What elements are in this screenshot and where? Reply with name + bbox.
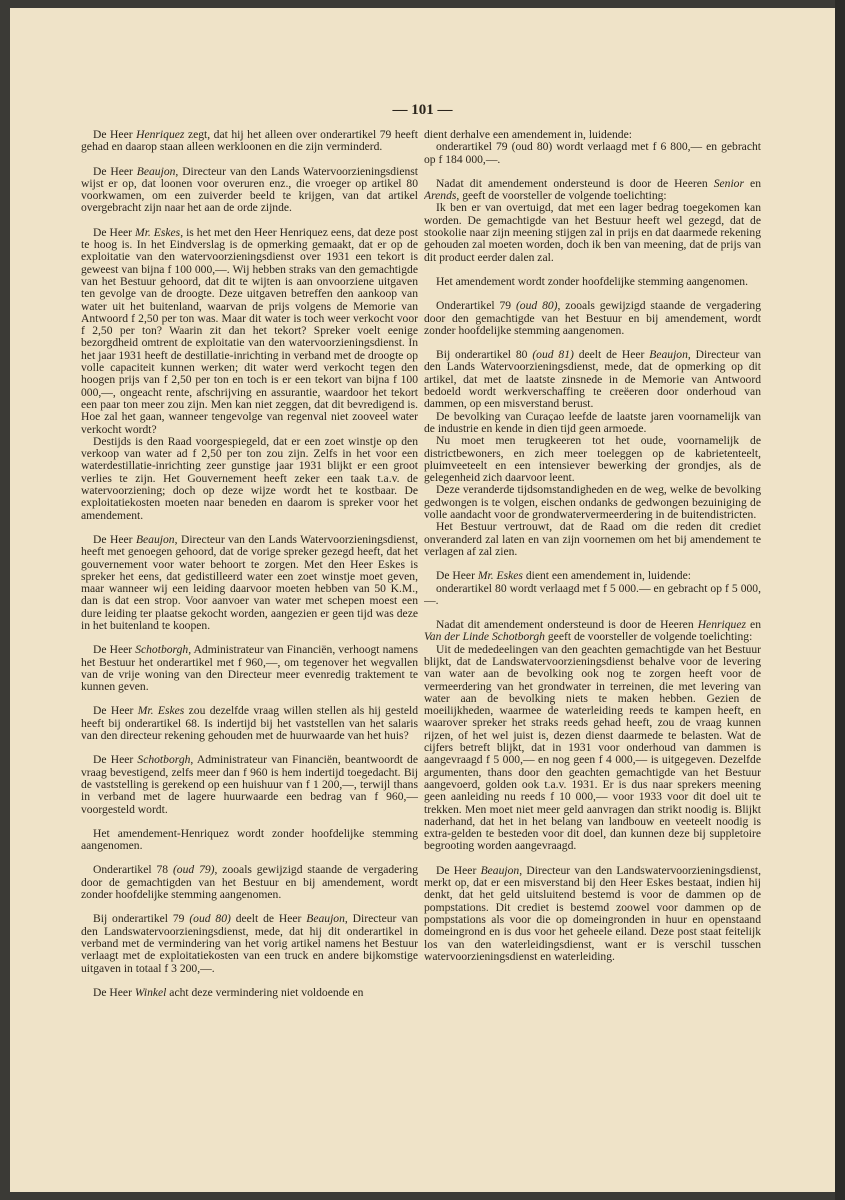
paragraph: De Heer Beaujon, Directeur van den Lands Watervoorzieningsdienst wijst er op, dat loonen voor overuren enz., die vroeger op artikel 80 voorkwamen, om een zuiverder beeld te krijgen, van dat artikel overgebracht zijn naar het aan de orde zijnde.: [81, 164, 418, 215]
paragraph: Nu moet men terugkeeren tot het oude, voornamelijk de districtbewoners, en zich meer toeleggen op de kabrietenteelt, pluimveeteelt en een intensiever bewerking der grondjes, als de gelegenheid zich daarvoor leent.: [424, 434, 761, 485]
paragraph: De Heer Beaujon, Directeur van den Landswatervoorzieningsdienst, merkt op, dat er een misverstand bij den Heer Eskes bestaat, indien hij denkt, dat het geld uitsluitend bestemd is voor de dammen op de pompstations. Dit crediet is bestemd zoowel voor dammen op de pompstations als voor die op domeingronden in huur en openstaand domeingrond en is dus voor het geheele eiland. Deze post staat feitelijk los van den waterleidingsdienst, want er is verschil tusschen watervoorzieningsdienst en waterleiding.: [424, 863, 761, 963]
paragraph: Bij onderartikel 79 (oud 80) deelt de Heer Beaujon, Directeur van den Landswatervoorzieningsdienst, mede, dat hij dit onderartikel in verband met de vermindering van het vorig artikel namens het Bestuur verlaagt met de exploitatiekosten van een truck en andere bijkomstige uitgaven in totaal f 3 200,—.: [81, 912, 418, 975]
paragraph: Het amendement-Henriquez wordt zonder hoofdelijke stemming aangenomen.: [81, 826, 418, 853]
paragraph: Onderartikel 78 (oud 79), zooals gewijzigd staande de vergadering door de gemachtigden van het Bestuur en bij amendement, wordt zonder hoofdelijke stemming aangenomen.: [81, 863, 418, 902]
paragraph: onderartikel 80 wordt verlaagd met f 5 000.— en gebracht op f 5 000,—.: [424, 581, 761, 607]
paragraph: Onderartikel 79 (oud 80), zooals gewijzigd staande de vergadering door den gemachtigde van het Bestuur en bij amendement, wordt zonder hoofdelijke stemming aangenomen.: [424, 299, 761, 337]
paragraph: Bij onderartikel 80 (oud 81) deelt de Heer Beaujon, Directeur van den Lands Watervoorzieningsdienst, mede, dat de opmerking op dit artikel, dat met de laatste zinsnede in de Memorie van Antwoord bedoeld wordt werkverschaffing te creëeren door onderhoud van dammen, op een misverstand berust.: [424, 348, 761, 411]
paragraph: De Heer Henriquez zegt, dat hij het alleen over onderartikel 79 heeft gehad en daarop staan alleen werkloonen en die zijn verminderd.: [81, 129, 418, 154]
paragraph: Het Bestuur vertrouwt, dat de Raad om die reden dit crediet onveranderd zal laten en van zijn voornemen om het bij amendement te verlagen af zal zien.: [424, 520, 761, 558]
paragraph: De Heer Winkel acht deze vermindering niet voldoende en: [93, 985, 364, 999]
paragraph: dient derhalve een amendement in, luidende:: [424, 129, 632, 141]
left-column: [81, 129, 418, 1189]
document-page: [10, 8, 835, 1192]
paragraph: Uit de mededeelingen van den geachten gemachtigde van het Bestuur blijkt, dat de Landswatervoorzieningsdienst behalve voor de levering van water aan de bevolking ook nog te zorgen heeft voor de vermeerdering van het grondwater in terreinen, die met levering van water aan de bevolking niets te maken hebben. Gezien de moeilijkheden, waarmee de waterleiding reeds te kampen heeft, en waarover spreker het straks reeds gehad heeft, zou de vraag kunnen rijzen, of het wel juist is, dezen dienst daarmede te belasten. Wat de cijfers betreft blijkt, dat in 1931 voor onderhoud van dammen is aangevraagd f 5 000,— en nog geen f 4 000,— is uitgegeven. Dezelfde argumenten, thans door den geachten gemachtigde van het Bestuur aangevoerd, golden ook t.a.v. 1931. Er is dus naar sprekers meening geen aanleiding nu reeds f 10 000,— voor 1933 voor dit doel uit te trekken. Men moet niet meer geld aanvragen dan strikt noodig is. Blijkt naderhand, dat het in het belang van landbouw en veeteelt noodig is extra-gelden te besteden voor dit doel, dan kunnen deze bij suppletoire begrooting worden aangevraagd.: [424, 642, 761, 853]
paragraph: De Heer Schotborgh, Administrateur van Financiën, beantwoordt de vraag bevestigend, zelfs meer dan f 960 is hem indertijd toegedacht. Bij de vaststelling is gerekend op een huishuur van f 1 200,—, terwijl thans in verband met de lagere huurwaarde een bedrag van f 960,— voorgesteld wordt.: [81, 753, 418, 816]
paragraph: De Heer Beaujon, Directeur van den Lands Watervoorzieningsdienst, heeft met genoegen gehoord, dat de vorige spreker gezegd heeft, dat het gouvernement voor water behoort te zorgen. Met den Heer Eskes is spreker het eens, dat gedistilleerd water een zoet winstje moet geven, maar wanneer wij een leiding daarvoor moeten hebben van 50 K.M., dan is dat een strop. Voor aanvoer van water met schepen moest een dure leiding ter plaatse gekocht worden, aangezien er geen tijd was deze in het buitenland te koopen.: [81, 532, 418, 632]
paragraph: onderartikel 79 (oud 80) wordt verlaagd met f 6 800,— en gebracht op f 184 000,—.: [424, 140, 761, 166]
paragraph: De Heer Mr. Eskes zou dezelfde vraag willen stellen als hij gesteld heeft bij onderartikel 68. Is indertijd bij het vaststellen van het salaris van den directeur rekening gehouden met de huurwaarde van het huis?: [81, 704, 418, 743]
paragraph: Ik ben er van overtuigd, dat met een lager bedrag toegekomen kan worden. De gemachtigde van het Bestuur heeft wel gezegd, dat de stookolie naar zijn meening stijgen zal in prijs en dat daarmede rekening gehouden zal moeten worden, doch ik ben van meening, dat de prijs van dit product eerder dalen zal.: [424, 201, 761, 264]
paragraph: De bevolking van Curaçao leefde de laatste jaren voornamelijk van de industrie en kende in dien tijd geen armoede.: [424, 409, 761, 435]
paragraph: De Heer Schotborgh, Administrateur van Financiën, verhoogt namens het Bestuur het onderartikel met f 960,—, om tegenover het wegvallen van de vrije woning van den Directeur meer evenredig traktement te kunnen geven.: [81, 643, 418, 694]
paragraph: Nadat dit amendement ondersteund is door de Heeren Senior en Arends, geeft de voorsteller de volgende toelichting:: [424, 176, 761, 203]
paragraph: De Heer Mr. Eskes, is het met den Heer Henriquez eens, dat deze post te hoog is. In het Eindverslag is de opmerking gemaakt, dat er op de exploitatie van den watervoorzieningsdienst over 1931 een tekort is geweest van bijna f 100 000,—. Wij hebben straks van den gemachtigde van het Bestuur gehoord, dat dit te wijten is aan onvoorziene uitgaven ten gevolge van de droogte. Deze uitgaven betreffen den aankoop van water uit het buitenland, waarvan de prijs volgens de Memorie van Antwoord f 2,50 per ton was. Maar dit water is toch weer verkocht voor f 2,50 per ton? Waarin zit dan het tekort? Spreker voelt eenige bezorgdheid omtrent de exploitatie van den watervoorzieningsdienst. In het jaar 1931 heeft de destillatie-inrichting in verband met de droogte op volle capaciteit kunnen werken; dit water werd verkocht tegen den hoogen prijs van f 2,50 per ton en toch is er een tekort van bijna f 100 000,—, ongeacht rente, afschrijving en assurantie, waardoor het tekort een paar ton meer zou zijn. Men kan niet zeggen, dat dit bevredigend is. Hoe zal het gaan, wanneer tengevolge van regenval niet zooveel water verkocht wordt?: [81, 225, 418, 436]
page-edge-shadow: [835, 0, 845, 1200]
page-number: — 101 —: [392, 102, 453, 118]
right-column: [424, 129, 761, 1189]
paragraph: Nadat dit amendement ondersteund is door de Heeren Henriquez en Van der Linde Schotborgh geeft de voorsteller de volgende toelichting:: [424, 618, 761, 644]
paragraph: Destijds is den Raad voorgespiegeld, dat er een zoet winstje op den verkoop van water ad f 2,50 per ton zou zijn. Zelfs in het voor een waterdestillatie-inrichting zeer gunstige jaar 1931 blijkt er een groot verlies te zijn. Het Gouvernement heeft zeker een taak t.a.v. de watervoorziening; doch op deze wijze wordt het te kostbaar. De exploitatiekosten moeten naar beneden en daarom is spreker voor het amendement.: [81, 434, 418, 522]
paragraph: Deze veranderde tijdsomstandigheden en de weg, welke de bevolking gedwongen is te volgen, eischen ondanks de gedwongen bezuiniging de volle aandacht voor de grondwatervermeerdering in de buitendistricten.: [424, 483, 761, 522]
paragraph: De Heer Mr. Eskes dient een amendement in, luidende:: [436, 569, 691, 583]
paragraph: Het amendement wordt zonder hoofdelijke stemming aangenomen.: [436, 274, 748, 288]
